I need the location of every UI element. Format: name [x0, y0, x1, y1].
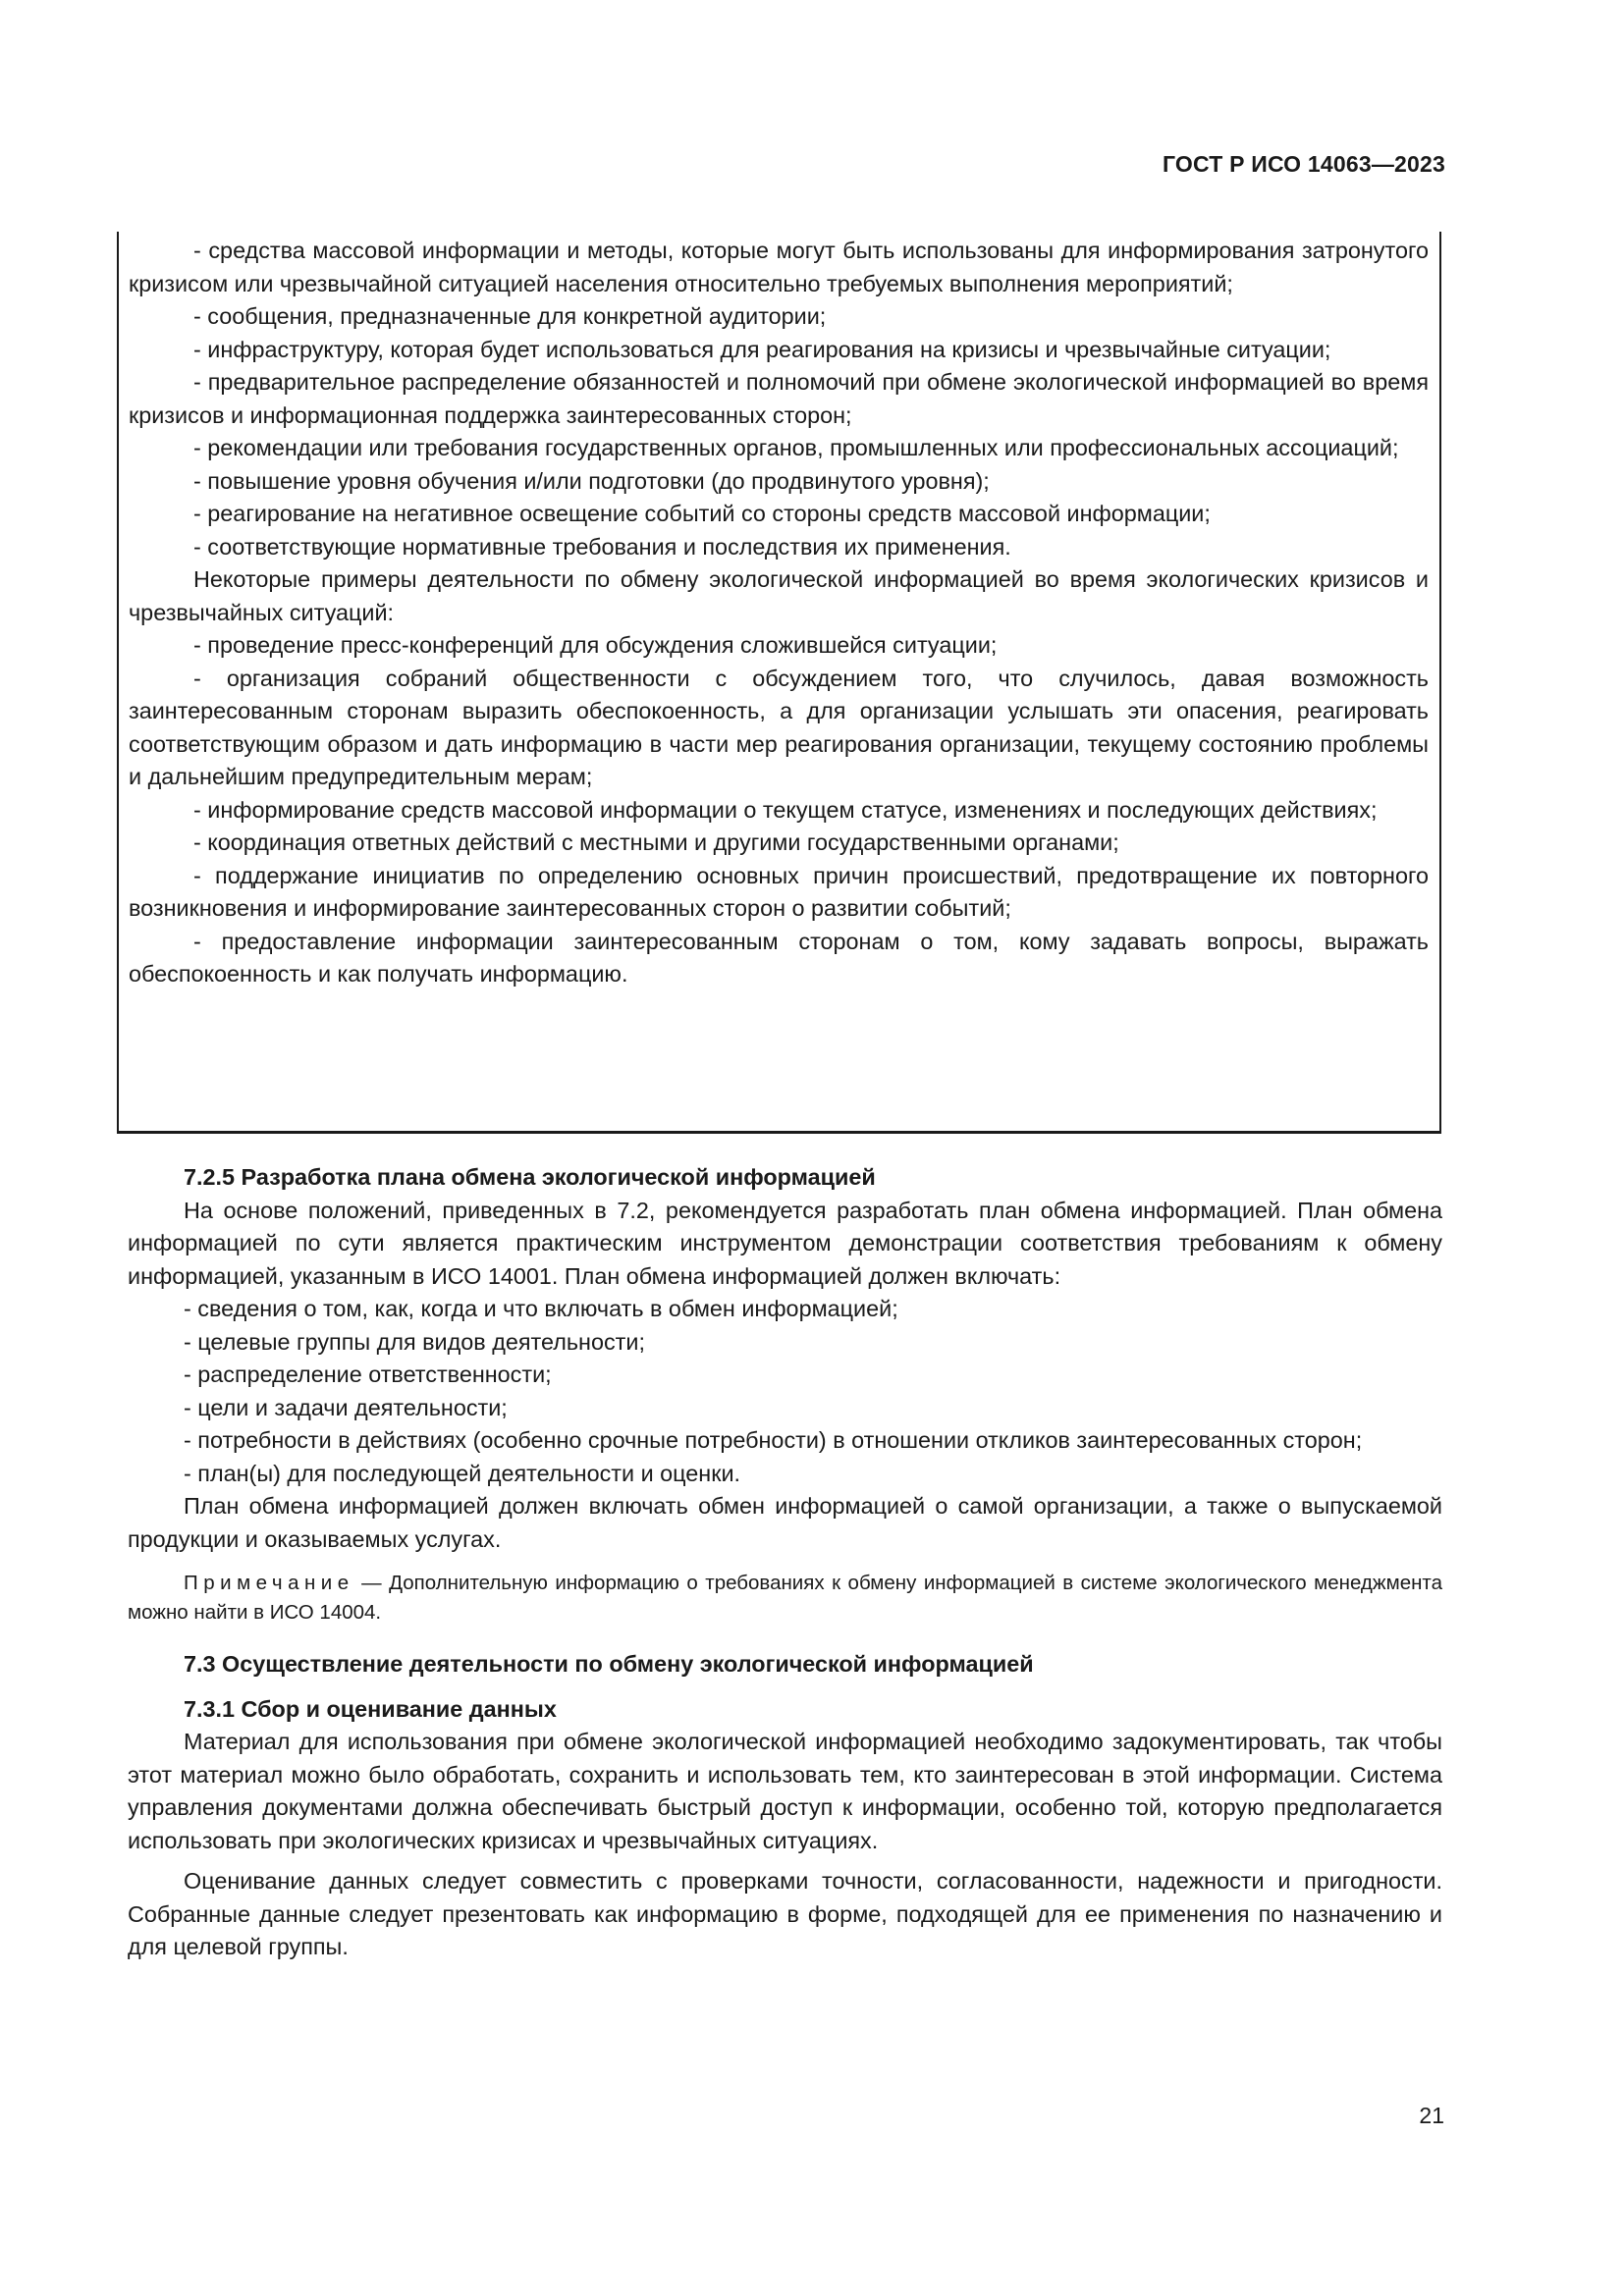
framed-paragraph: - предварительное распределение обязанностей и полномочий при обмене экологической информацией во время кризисов и информационная поддержка заинтересованных сторон;	[129, 369, 1429, 428]
section-725-closing: План обмена информацией должен включать обмен информацией о самой организации, а также о выпускаемой продукции и оказываемых услугах.	[128, 1493, 1442, 1552]
section-725-intro: На основе положений, приведенных в 7.2, рекомендуется разработать план обмена информацией. План обмена информацией по сути является практическим инструментом демонстрации соответствия требованиям к обмену информацией, указанным в ИСО 14001. План обмена информацией должен включать:	[128, 1197, 1442, 1289]
page-number: 21	[1419, 2103, 1444, 2128]
framed-paragraph: - поддержание инициатив по определению основных причин происшествий, предотвращение их повторного возникновения и информирование заинтересованных сторон о развитии событий;	[129, 862, 1429, 921]
note	[128, 1569, 1442, 1628]
list-item: - сведения о том, как, когда и что включать в обмен информацией;	[184, 1296, 898, 1321]
framed-paragraph: - рекомендации или требования государственных органов, промышленных или профессиональных ассоциаций;	[193, 435, 1399, 460]
document-code: ГОСТ Р ИСО 14063—2023	[1162, 151, 1445, 177]
framed-continuation-block	[117, 232, 1441, 1134]
framed-paragraph: - реагирование на негативное освещение событий со стороны средств массовой информации;	[193, 501, 1211, 526]
framed-paragraph: - сообщения, предназначенные для конкретной аудитории;	[193, 303, 827, 329]
note-label: Примечание	[184, 1572, 354, 1594]
list-item: - потребности в действиях (особенно срочные потребности) в отношении откликов заинтересованных сторон;	[184, 1427, 1363, 1453]
section-731-paragraph: Оценивание данных следует совместить с проверками точности, согласованности, надежности и пригодности. Собранные данные следует презентовать как информацию в форме, подходящей для ее применения по назначению и для целевой группы.	[128, 1868, 1442, 1959]
framed-paragraph: - повышение уровня обучения и/или подготовки (до продвинутого уровня);	[193, 467, 990, 494]
framed-paragraph: - инфраструктуру, которая будет использоваться для реагирования на кризисы и чрезвычайные ситуации;	[193, 336, 1331, 362]
framed-paragraph: - средства массовой информации и методы, которые могут быть использованы для информирования затронутого кризисом или чрезвычайной ситуацией населения относительно требуемых выполнения мероприятий;	[129, 238, 1429, 296]
framed-paragraph: - проведение пресс-конференций для обсуждения сложившейся ситуации;	[193, 632, 998, 658]
note-text: — Дополнительную информацию о требованиях к обмену информацией в системе экологического менеджмента можно найти в ИСО 14004.	[128, 1572, 1442, 1624]
section-725-heading: 7.2.5 Разработка плана обмена экологической информацией	[184, 1164, 876, 1190]
section-731-paragraph: Материал для использования при обмене экологической информацией необходимо задокументировать, так чтобы этот материал можно было обработать, сохранить и использовать тем, кто заинтересован в этой информации. Система управления документами должна обеспечивать быстрый доступ к информации, особенно той, которую предполагается использовать при экологических кризисах и чрезвычайных ситуациях.	[128, 1729, 1442, 1853]
list-item: - план(ы) для последующей деятельности и оценки.	[184, 1460, 741, 1486]
framed-paragraph: - соответствующие нормативные требования и последствия их применения.	[193, 533, 1011, 560]
list-item: - цели и задачи деятельности;	[184, 1394, 508, 1420]
framed-paragraph: - предоставление информации заинтересованным сторонам о том, кому задавать вопросы, выражать обеспокоенность и как получать информацию.	[129, 928, 1429, 987]
section-73-heading: 7.3 Осуществление деятельности по обмену экологической информацией	[184, 1651, 1034, 1677]
main-content	[128, 1161, 1442, 1964]
section-731-heading: 7.3.1 Сбор и оценивание данных	[184, 1695, 557, 1722]
framed-paragraph: Некоторые примеры деятельности по обмену экологической информацией во время экологических кризисов и чрезвычайных ситуаций:	[129, 566, 1429, 625]
framed-paragraph: - организация собраний общественности с обсуждением того, что случилось, давая возможность заинтересованным сторонам выразить обеспокоенность, а для организации услышать эти опасения, реагировать соответствующим образом и дать информацию в части мер реагирования организации, текущему состоянию проблемы и дальнейшим предупредительным мерам;	[129, 665, 1429, 789]
framed-paragraph: - информирование средств массовой информации о текущем статусе, изменениях и последующих действиях;	[193, 796, 1378, 823]
list-item: - целевые группы для видов деятельности;	[184, 1328, 645, 1355]
list-item: - распределение ответственности;	[184, 1362, 552, 1387]
framed-paragraph: - координация ответных действий с местными и другими государственными органами;	[193, 829, 1119, 855]
